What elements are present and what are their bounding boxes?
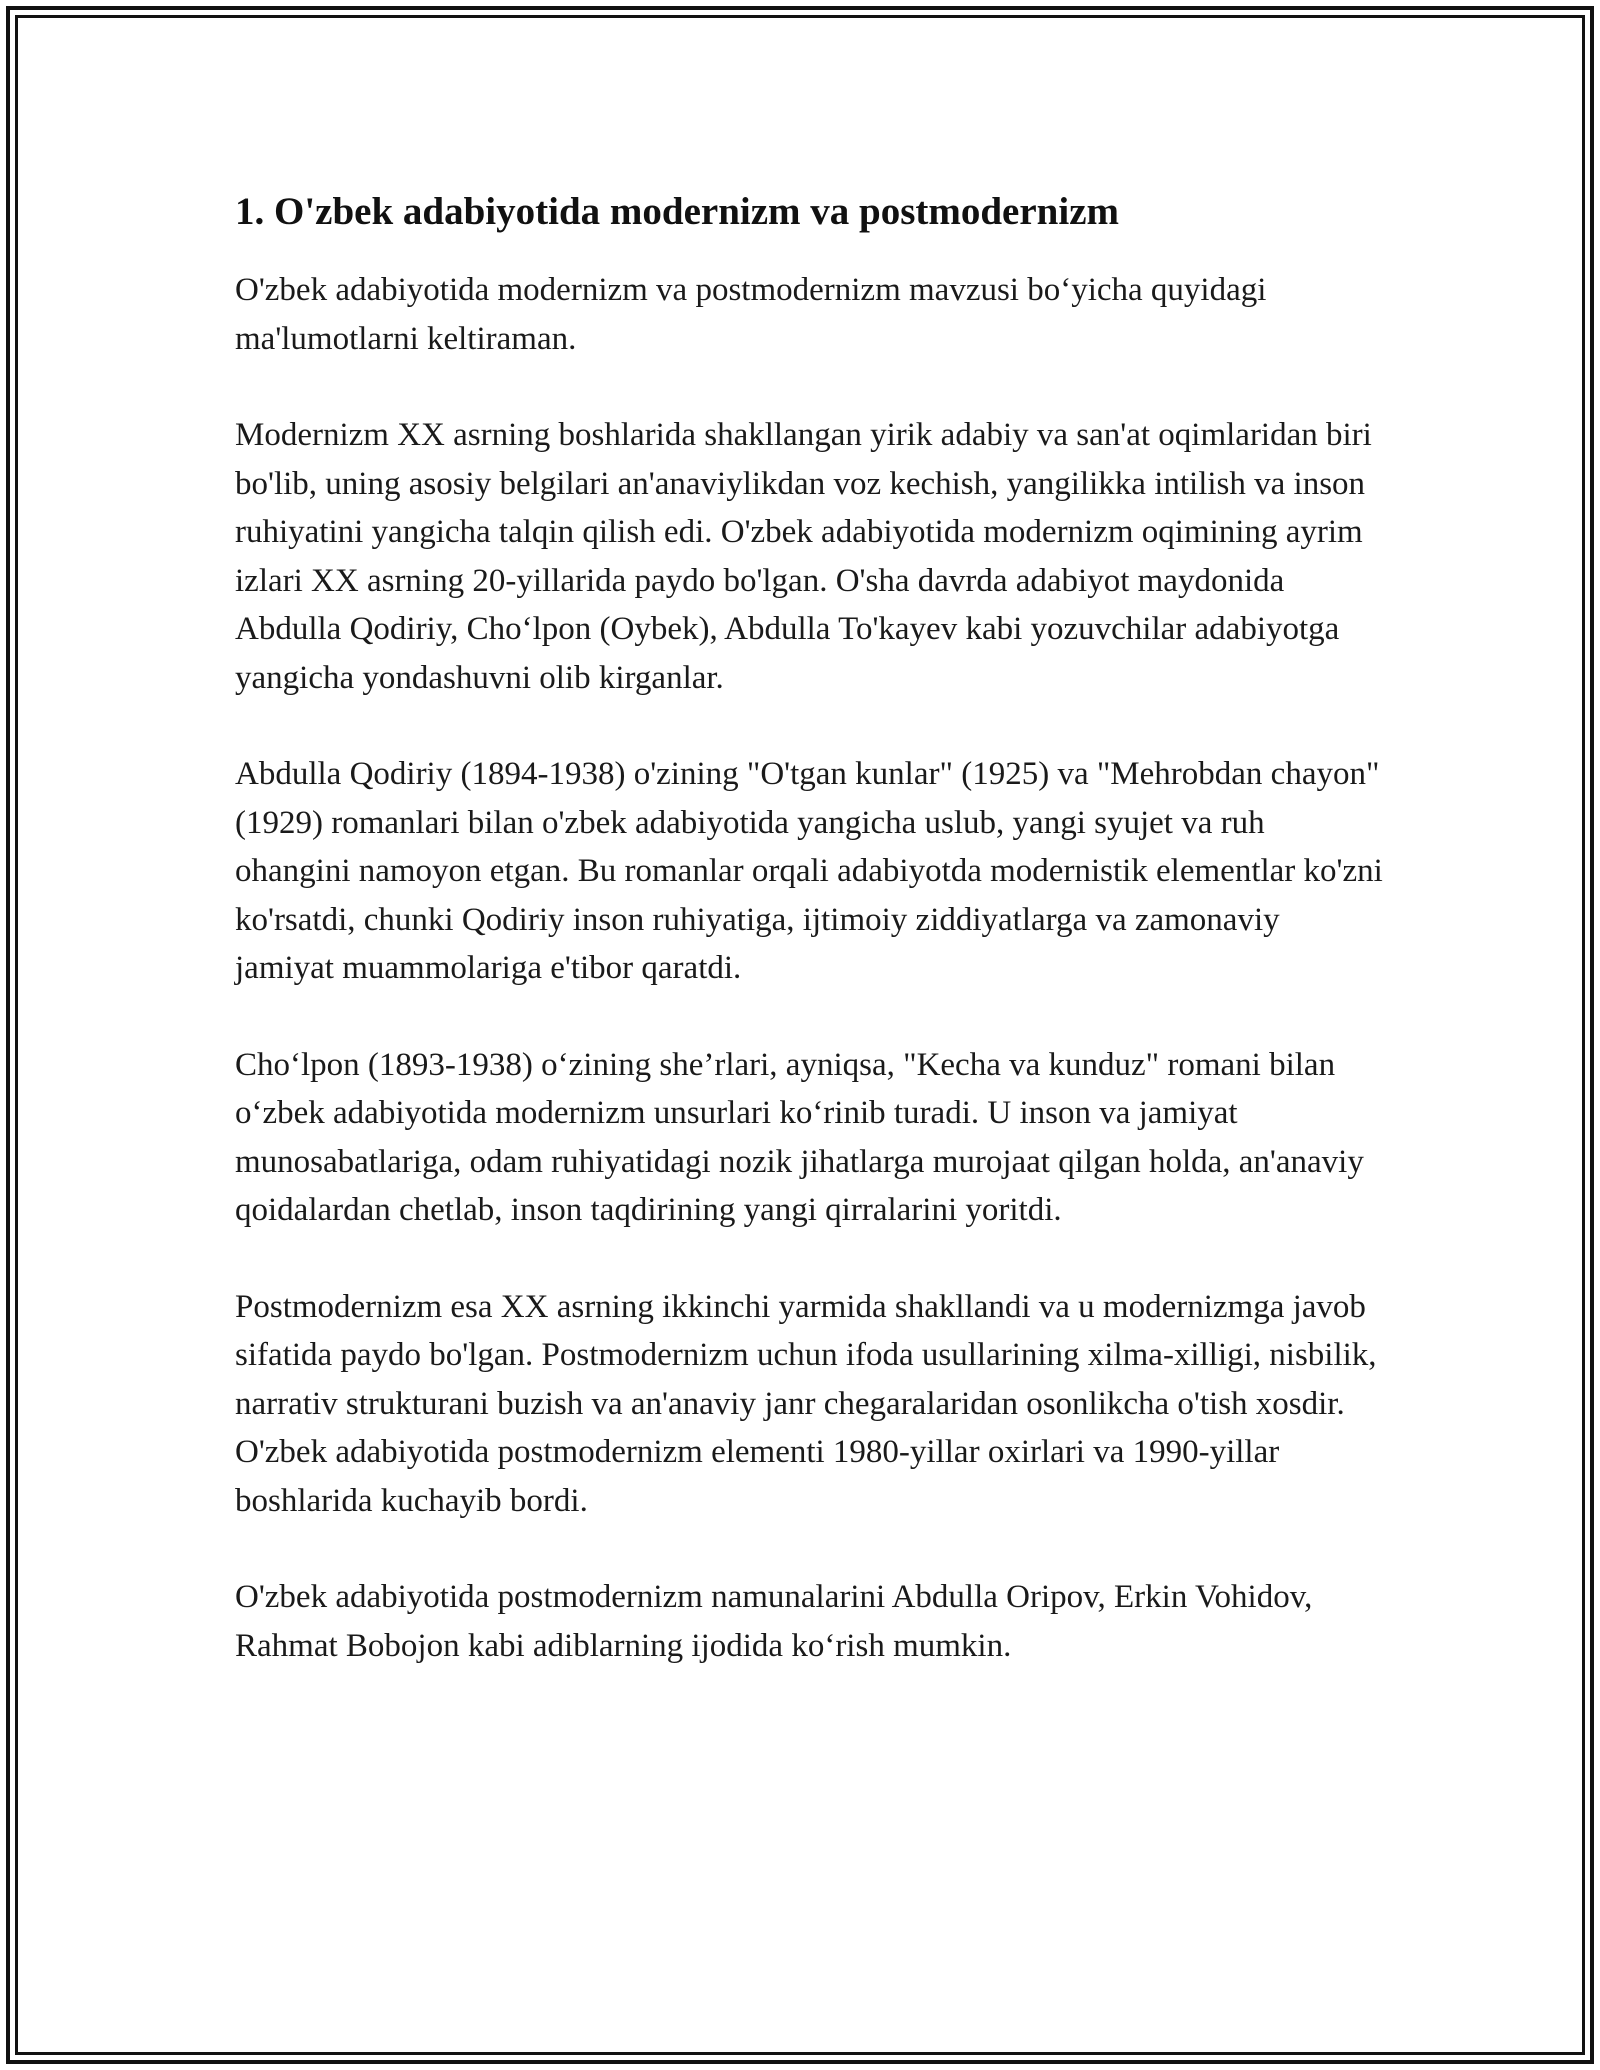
paragraph-cholpon: Cho‘lpon (1893-1938) o‘zining she’rlari, ayniqsa, "Kecha va kunduz" romani bilan o‘zbek adabiyotida modernizm unsurlari ko‘rinib turadi. U inson va jamiyat munosabatlariga, odam ruhiyatidagi nozik jihatlarga murojaat qilgan holda, an'anaviy qoidalardan chetlab, inson taqdirining yangi qirralarini yoritdi.	[235, 1046, 1364, 1228]
paragraph-examples: O'zbek adabiyotida postmodernizm namunalarini Abdulla Oripov, Erkin Vohidov, Rahmat Bobojon kabi adiblarning ijodida ko‘rish mumkin.	[235, 1579, 1313, 1664]
paragraph-postmodernism: Postmodernizm esa XX asrning ikkinchi yarmida shakllandi va u modernizmga javob sifatida paydo bo'lgan. Postmodernizm uchun ifoda usullarining xilma-xilligi, nisbilik, narrativ strukturani buzish va an'anaviy janr chegaralaridan osonlikcha o'tish xosdir. O'zbek adabiyotida postmodernizm elementi 1980-yillar oxirlari va 1990-yillar boshlarida kuchayib bordi.	[235, 1288, 1377, 1519]
document-body	[235, 182, 1385, 1670]
paragraph-qodiriy: Abdulla Qodiriy (1894-1938) o'zining "O'tgan kunlar" (1925) va "Mehrobdan chayon" (1929) romanlari bilan o'zbek adabiyotida yangicha uslub, yangi syujet va ruh ohangini namoyon etgan. Bu romanlar orqali adabiyotda modernistik elementlar ko'zni ko'rsatdi, chunki Qodiriy inson ruhiyatiga, ijtimoiy ziddiyatlarga va zamonaviy jamiyat muammolariga e'tibor qaratdi.	[235, 756, 1383, 986]
section-heading: 1. O'zbek adabiyotida modernizm va postmodernizm	[235, 190, 1119, 233]
paragraph-intro: O'zbek adabiyotida modernizm va postmodernizm mavzusi bo‘yicha quyidagi ma'lumotlarni keltiraman.	[235, 272, 1267, 357]
paragraph-modernism: Modernizm XX asrning boshlarida shakllangan yirik adabiy va san'at oqimlaridan biri bo'lib, uning asosiy belgilari an'anaviylikdan voz kechish, yangilikka intilish va inson ruhiyatini yangicha talqin qilish edi. O'zbek adabiyotida modernizm oqimining ayrim izlari XX asrning 20-yillarida paydo bo'lgan. O'sha davrda adabiyot maydonida Abdulla Qodiriy, Cho‘lpon (Oybek), Abdulla To'kayev kabi yozuvchilar adabiyotga yangicha yondashuvni olib kirganlar.	[235, 417, 1372, 696]
